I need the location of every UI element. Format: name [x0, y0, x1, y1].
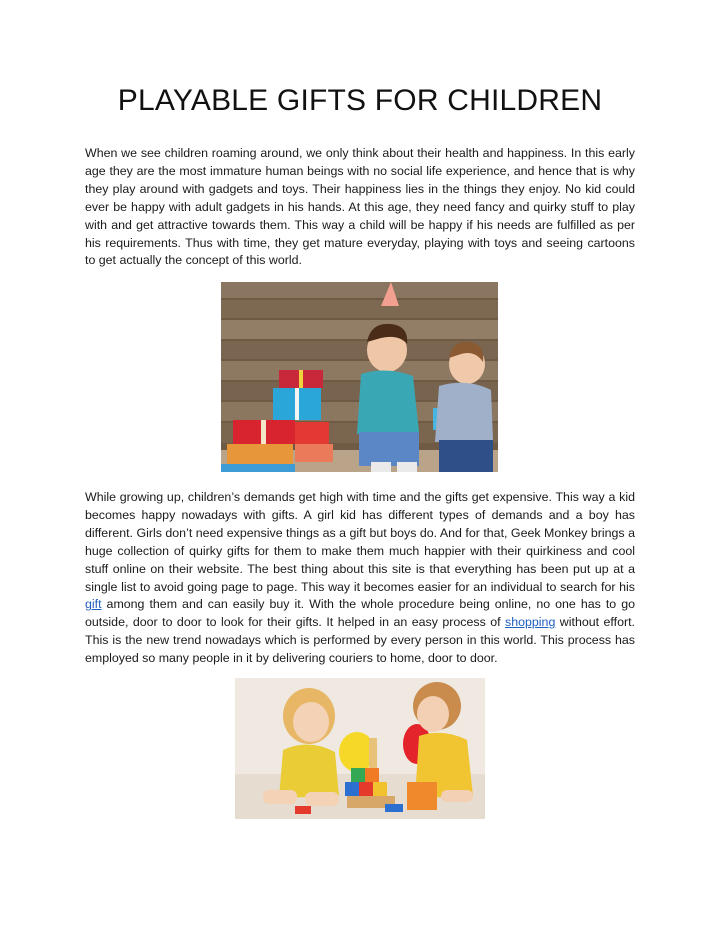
paragraph-text-1: While growing up, children’s demands get high with time and the gifts get expensive. This way a kid becomes happy nowadays with gifts. A girl kid has different types of demands and a boy has different. Girls don’t need expensive things as a gift but boys do. And for that, Geek Monkey brings a huge collection of quirky gifts for them to make them much happier with their quirkiness and cool stuff online on their website. The best thing about this site is that everything has been put up at a single list to avoid going page to page. This way it becomes easier for an individual to search for his	[85, 490, 635, 594]
gift-link[interactable]: gift	[85, 597, 102, 612]
paragraph-text-2: among them and can easily buy it. With the whole procedure being online, no one has to go outside, door to door to look for their gifts. It helped in an easy process of	[85, 597, 635, 630]
boys-gifts-photo	[221, 282, 498, 472]
shopping-link[interactable]: shopping	[505, 615, 556, 630]
paragraph-text-3: without effort. This is the new trend nowadays which is performed by every person in this world. This process has employed so many people in it by delivering couriers to home, door to door.	[85, 615, 635, 666]
page-title: PLAYABLE GIFTS FOR CHILDREN	[117, 84, 603, 117]
girls-blocks-photo	[235, 678, 485, 819]
main-paragraph	[85, 489, 635, 668]
intro-paragraph: When we see children roaming around, we only think about their health and happiness. In this early age they are the most immature human beings with no social life experience, and hence that is why they play around with gadgets and toys. Their happiness lies in the things they enjoy. No kid could ever be happy with adult gadgets in his hands. At this age, they need fancy and quirky stuff to play with and get attractive towards them. This way a child will be happy if his needs are fulfilled as per his requirements. Thus with time, they get mature everyday, playing with toys and seeing cartoons to get actually the concept of this world.	[85, 146, 635, 268]
